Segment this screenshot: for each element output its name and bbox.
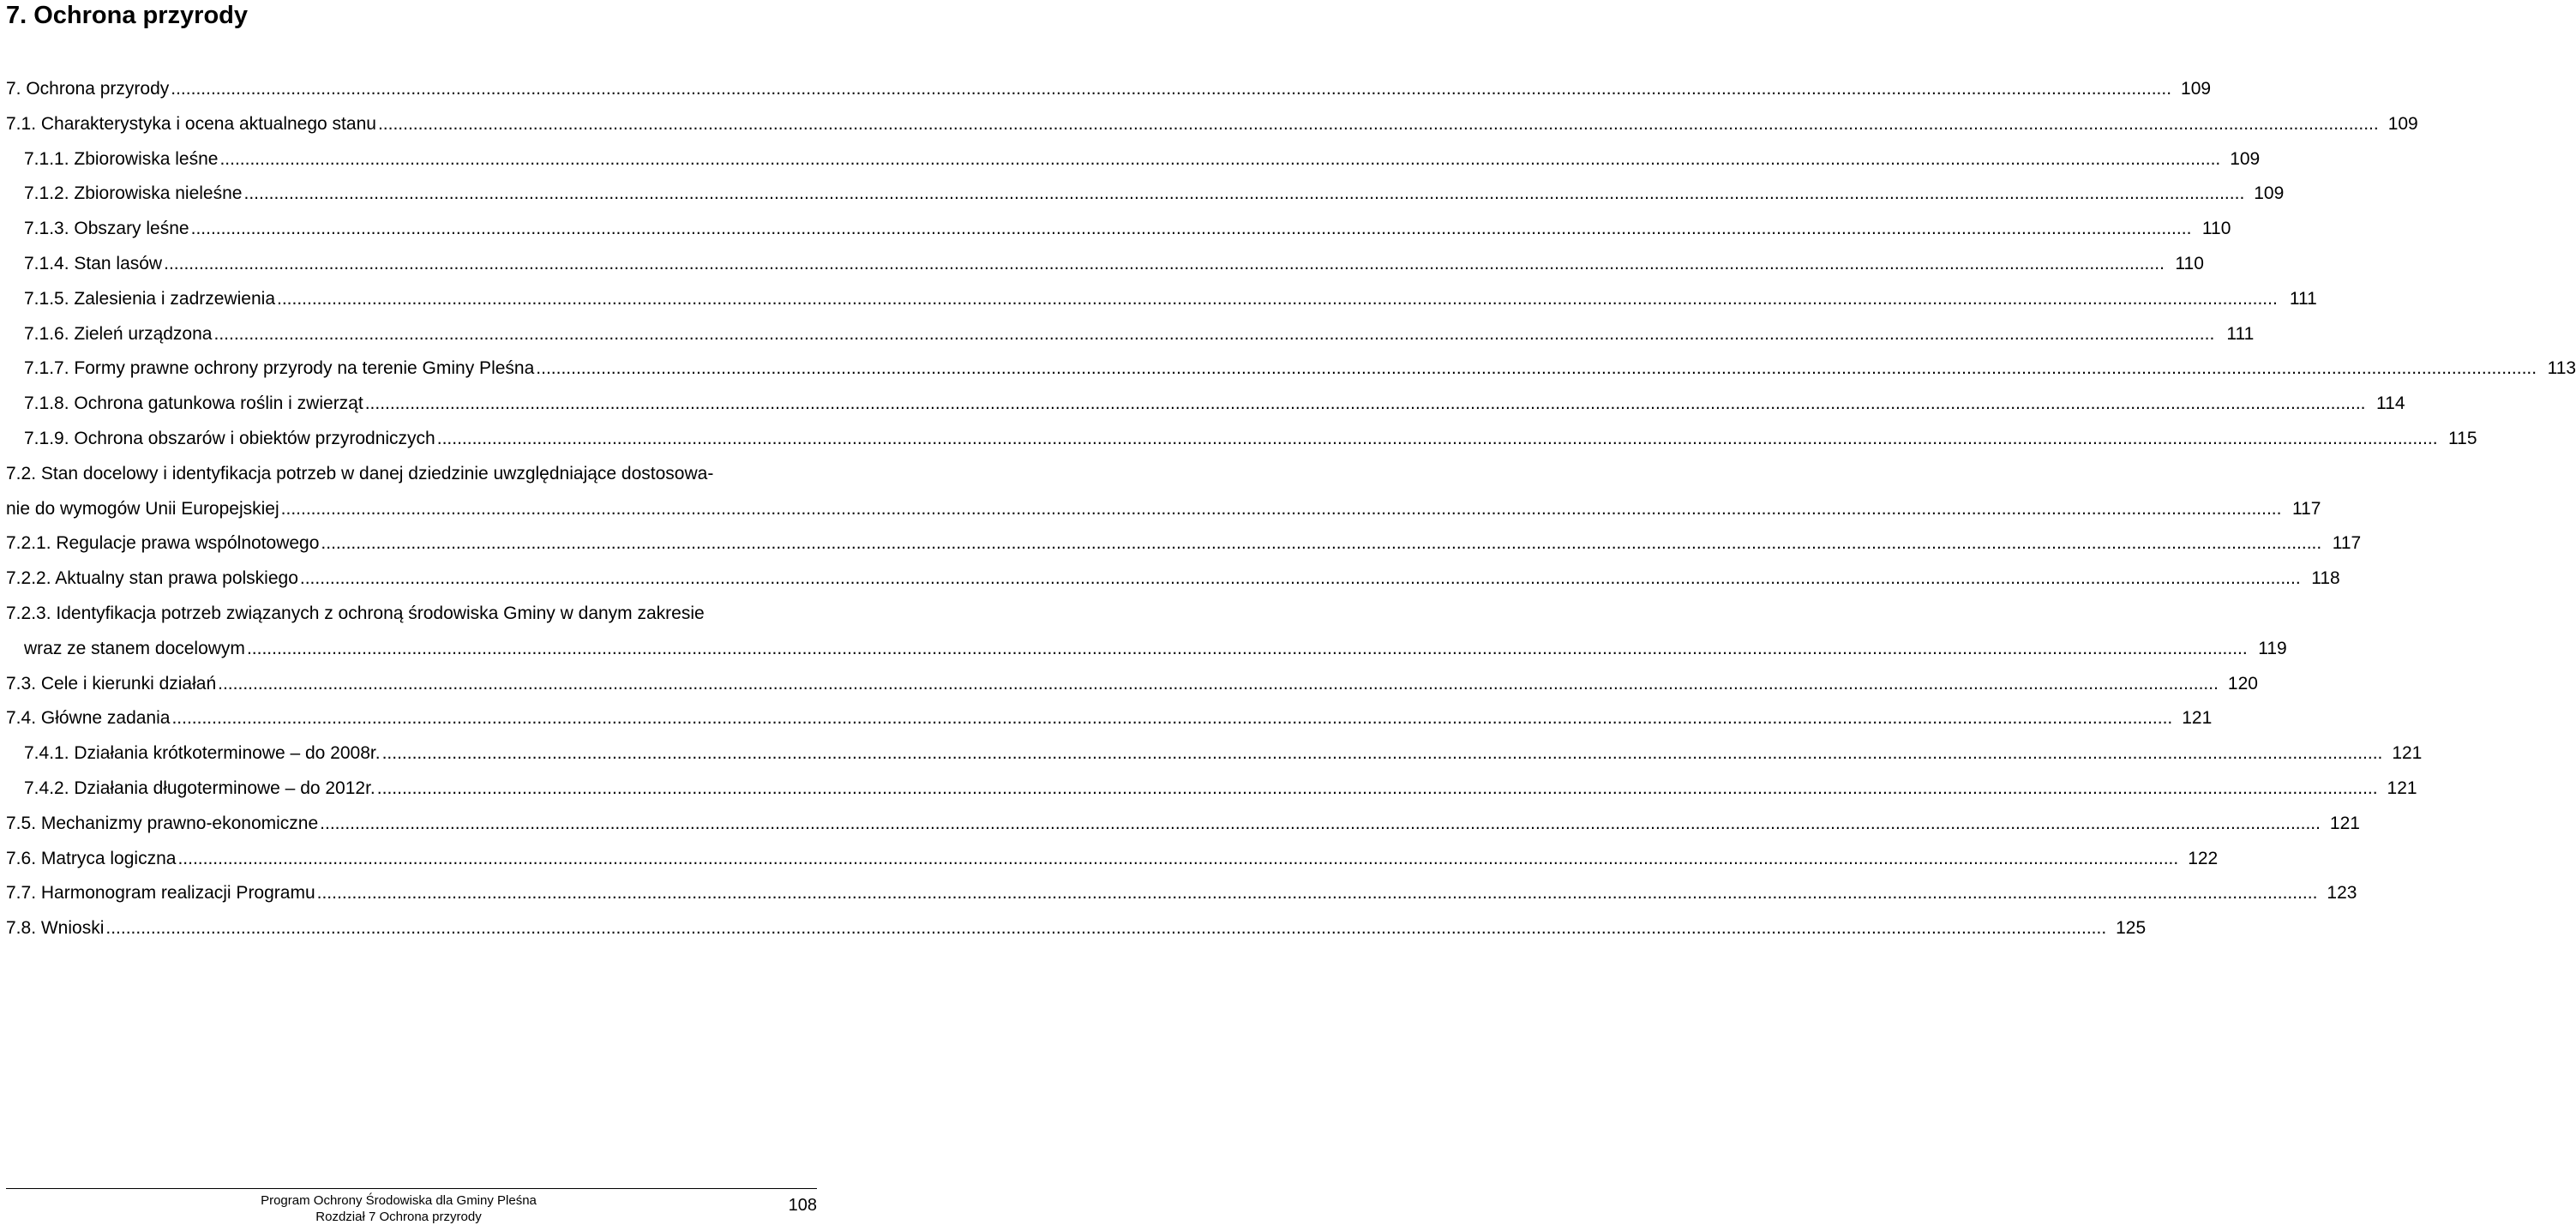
toc-entry-page: 115 <box>2448 428 2477 448</box>
toc-leader: ................................................................................................................................................................................................................................................................................................................................................................................................................ <box>536 358 2537 379</box>
toc-entry-page: 120 <box>2227 673 2258 694</box>
toc-entry-page: 113 <box>2547 358 2576 379</box>
toc-entry-label: 7.4.2. Działania długoterminowe – do 2012r. <box>24 778 375 798</box>
toc-leader: ................................................................................................................................................................................................................................................................................................................................................................................................................ <box>299 568 2301 589</box>
toc-leader: ................................................................................................................................................................................................................................................................................................................................................................................................................ <box>320 813 2321 833</box>
toc-entry-page: 114 <box>2376 393 2405 414</box>
toc-entry[interactable] <box>6 701 2213 736</box>
toc-entry[interactable] <box>6 351 2576 387</box>
toc-entry-label: 7.2.1. Regulacje prawa wspólnotowego <box>6 533 320 554</box>
toc-leader: ................................................................................................................................................................................................................................................................................................................................................................................................................ <box>316 883 2318 904</box>
toc-entry[interactable] <box>6 422 2477 457</box>
toc-entry[interactable] <box>6 387 2405 422</box>
toc-leader: ................................................................................................................................................................................................................................................................................................................................................................................................................ <box>377 113 2379 134</box>
toc-entry-page: 121 <box>2387 778 2417 798</box>
toc-entry-continuation[interactable] <box>6 492 2321 527</box>
toc-entry[interactable] <box>6 107 2418 142</box>
toc-entry-page: 111 <box>2289 288 2317 309</box>
toc-entry-label: 7.3. Cele i kierunki działań <box>6 673 217 694</box>
toc-entry-label: 7.2.3. Identyfikacja potrzeb związanych z ochroną środowiska Gminy w danym zakresie <box>6 603 705 623</box>
toc-leader: ................................................................................................................................................................................................................................................................................................................................................................................................................ <box>376 778 2378 798</box>
footer-document-title: Program Ochrony Środowiska dla Gminy Pleśna <box>261 1193 537 1208</box>
footer-divider <box>6 1188 817 1189</box>
toc-entry-label: 7.1.3. Obszary leśne <box>24 219 189 239</box>
toc-entry[interactable] <box>6 667 2258 702</box>
toc-leader: ................................................................................................................................................................................................................................................................................................................................................................................................................ <box>213 323 2215 344</box>
toc-entry-label: 7.1.4. Stan lasów <box>24 253 163 273</box>
toc-entry-page: 117 <box>2332 533 2362 554</box>
toc-entry-page: 121 <box>2392 743 2423 764</box>
toc-entry[interactable] <box>6 142 2261 177</box>
toc-leader: ................................................................................................................................................................................................................................................................................................................................................................................................................ <box>171 79 2172 99</box>
toc-entry-page: 121 <box>2182 708 2213 729</box>
toc-entry-page: 110 <box>2175 253 2204 273</box>
toc-entry-page: 118 <box>2311 568 2340 589</box>
toc-entry[interactable] <box>6 457 823 492</box>
table-of-contents <box>6 72 2576 946</box>
toc-leader: ................................................................................................................................................................................................................................................................................................................................................................................................................ <box>436 428 2438 448</box>
footer-text <box>0 1192 797 1225</box>
toc-entry-page: 111 <box>2226 323 2255 344</box>
toc-leader: ................................................................................................................................................................................................................................................................................................................................................................................................................ <box>277 288 2278 309</box>
footer-page-number: 108 <box>788 1196 817 1215</box>
toc-entry-page: 109 <box>2254 183 2285 204</box>
toc-entry-page: 109 <box>2181 79 2212 99</box>
toc-entry-label: 7.1.8. Ochrona gatunkowa roślin i zwierząt <box>24 393 363 414</box>
toc-entry[interactable] <box>6 736 2423 772</box>
toc-entry[interactable] <box>6 561 2340 597</box>
toc-entry-label: 7.4. Główne zadania <box>6 708 171 729</box>
toc-leader: ................................................................................................................................................................................................................................................................................................................................................................................................................ <box>218 673 2219 694</box>
toc-entry-page: 121 <box>2329 813 2360 833</box>
toc-entry-label: 7.1. Charakterystyka i ocena aktualnego stanu <box>6 113 376 134</box>
toc-entry-label: 7.4.1. Działania krótkoterminowe – do 2008r. <box>24 743 381 764</box>
toc-entry-page: 122 <box>2188 848 2219 868</box>
toc-entry[interactable] <box>6 212 2231 247</box>
toc-entry-label: 7.8. Wnioski <box>6 918 105 939</box>
toc-entry-label: 7.1.1. Zbiorowiska leśne <box>24 148 219 169</box>
toc-leader: ................................................................................................................................................................................................................................................................................................................................................................................................................ <box>177 848 2179 868</box>
toc-entry[interactable] <box>6 772 2417 807</box>
toc-entry-label: 7.5. Mechanizmy prawno-ekonomiczne <box>6 813 319 833</box>
toc-leader: ................................................................................................................................................................................................................................................................................................................................................................................................................ <box>171 708 2173 729</box>
toc-entry-label: 7.2. Stan docelowy i identyfikacja potrzeb w danej dziedzinie uwzględniające dostosowa- <box>6 463 714 483</box>
toc-entry-label: 7.7. Harmonogram realizacji Programu <box>6 883 315 904</box>
toc-leader: ................................................................................................................................................................................................................................................................................................................................................................................................................ <box>219 148 2221 169</box>
toc-leader: ................................................................................................................................................................................................................................................................................................................................................................................................................ <box>190 219 2192 239</box>
toc-entry-page: 117 <box>2291 498 2321 519</box>
toc-entry[interactable] <box>6 597 823 632</box>
toc-leader: ................................................................................................................................................................................................................................................................................................................................................................................................................ <box>246 638 2248 658</box>
toc-leader: ................................................................................................................................................................................................................................................................................................................................................................................................................ <box>381 743 2383 764</box>
toc-entry-page: 110 <box>2201 219 2231 239</box>
toc-entry-label: 7.1.2. Zbiorowiska nieleśne <box>24 183 243 204</box>
toc-entry-page: 125 <box>2116 918 2147 939</box>
page-title: 7. Ochrona przyrody <box>6 2 249 29</box>
toc-leader: ................................................................................................................................................................................................................................................................................................................................................................................................................ <box>243 183 2245 204</box>
toc-entry-page: 119 <box>2258 638 2287 658</box>
toc-entry-label: 7. Ochrona przyrody <box>6 79 170 99</box>
toc-entry-page: 123 <box>2327 883 2357 904</box>
toc-entry[interactable] <box>6 317 2255 352</box>
toc-entry-page: 109 <box>2230 148 2261 169</box>
toc-entry-label: 7.2.2. Aktualny stan prawa polskiego <box>6 568 298 589</box>
toc-entry-label: 7.1.5. Zalesienia i zadrzewienia <box>24 288 275 309</box>
toc-entry-label: 7.6. Matryca logiczna <box>6 848 177 868</box>
toc-leader: ................................................................................................................................................................................................................................................................................................................................................................................................................ <box>364 393 2366 414</box>
toc-entry[interactable] <box>6 807 2360 842</box>
toc-leader: ................................................................................................................................................................................................................................................................................................................................................................................................................ <box>321 533 2322 554</box>
toc-entry-label: 7.1.9. Ochrona obszarów i obiektów przyrodniczych <box>24 428 435 448</box>
toc-leader: ................................................................................................................................................................................................................................................................................................................................................................................................................ <box>280 498 2282 519</box>
toc-entry[interactable] <box>6 911 2147 946</box>
toc-entry-label: nie do wymogów Unii Europejskiej <box>6 498 279 519</box>
toc-entry-label: 7.1.6. Zieleń urządzona <box>24 323 213 344</box>
toc-entry[interactable] <box>6 282 2317 317</box>
toc-leader: ................................................................................................................................................................................................................................................................................................................................................................................................................ <box>164 253 2165 273</box>
toc-entry[interactable] <box>6 177 2285 212</box>
toc-entry-label: 7.1.7. Formy prawne ochrony przyrody na terenie Gminy Pleśna <box>24 358 535 379</box>
toc-entry-page: 109 <box>2387 113 2418 134</box>
toc-entry-label: wraz ze stanem docelowym <box>24 638 245 658</box>
toc-entry[interactable] <box>6 876 2357 911</box>
toc-leader: ................................................................................................................................................................................................................................................................................................................................................................................................................ <box>105 918 2107 939</box>
toc-entry-continuation[interactable] <box>6 632 2287 667</box>
toc-entry[interactable] <box>6 842 2219 877</box>
toc-entry[interactable] <box>6 526 2362 561</box>
footer-chapter: Rozdział 7 Ochrona przyrody <box>315 1210 482 1224</box>
toc-entry[interactable] <box>6 247 2204 282</box>
toc-entry[interactable] <box>6 72 2212 107</box>
